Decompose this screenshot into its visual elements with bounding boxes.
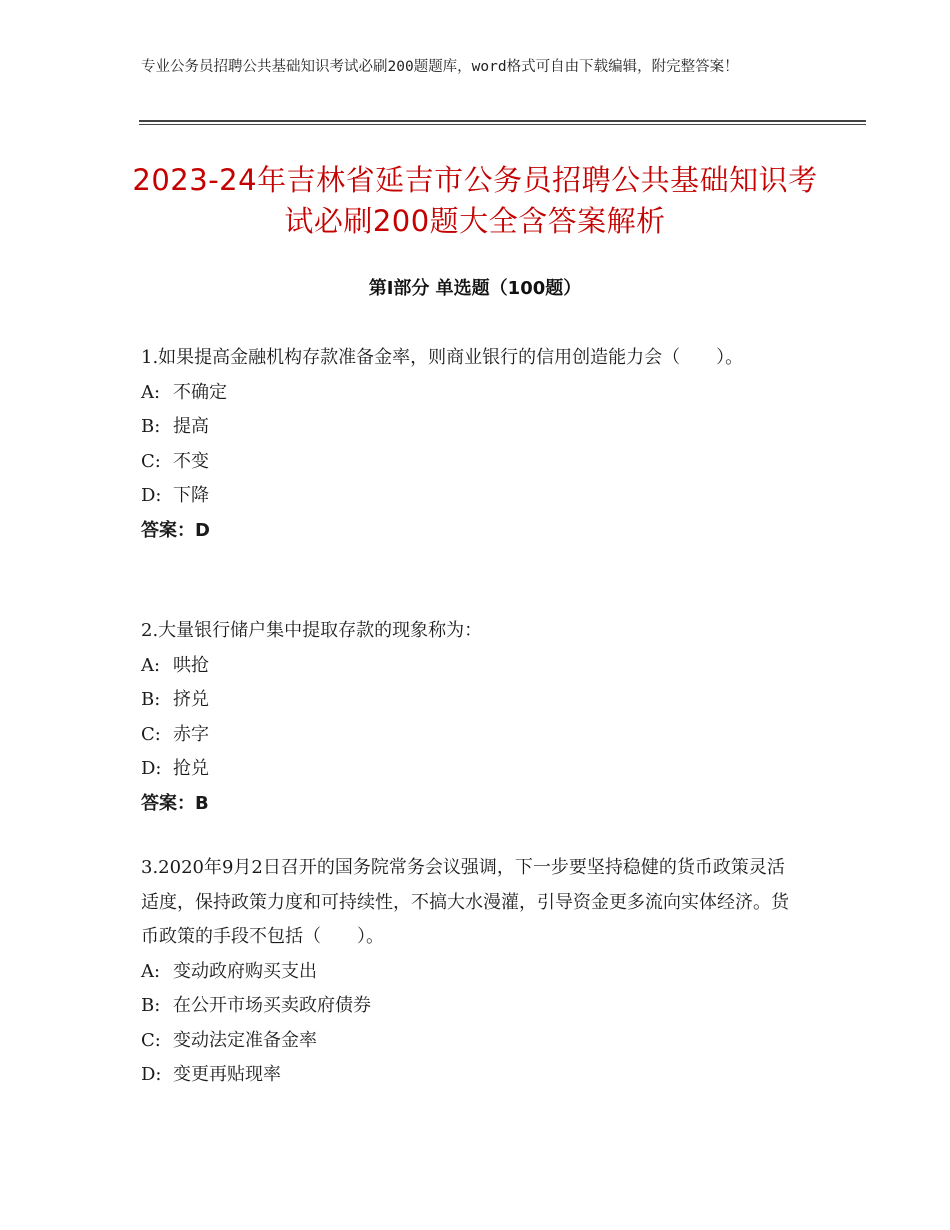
option-a <box>141 649 801 684</box>
document-title: 2023-24年吉林省延吉市公务员招聘公共基础知识考试必刷200题大全含答案解析 <box>132 163 818 238</box>
option-key: B: <box>141 995 161 1016</box>
option-key: C: <box>141 723 161 745</box>
option-key: D: <box>141 485 162 506</box>
option-key: A: <box>141 381 161 403</box>
option-key: A: <box>141 654 161 676</box>
question-2 <box>141 614 801 821</box>
question-stem: 2.大量银行储户集中提取存款的现象称为： <box>141 620 483 641</box>
option-b <box>141 683 801 718</box>
option-key: B: <box>141 416 161 437</box>
question-3 <box>141 851 801 1093</box>
option-d <box>141 752 801 787</box>
option-text: 挤兑 <box>173 689 209 710</box>
option-text: 下降 <box>173 485 209 506</box>
option-d <box>141 479 801 514</box>
option-c <box>141 718 801 753</box>
answer: 答案：B <box>141 792 209 814</box>
option-key: A: <box>141 960 161 982</box>
option-key: C: <box>141 450 161 472</box>
header-divider <box>139 120 866 122</box>
option-b <box>141 410 801 445</box>
option-a <box>141 955 801 990</box>
option-text: 在公开市场买卖政府债券 <box>173 995 371 1016</box>
option-key: D: <box>141 1064 162 1085</box>
option-text: 变更再贴现率 <box>173 1064 281 1085</box>
option-text: 提高 <box>173 416 209 437</box>
answer: 答案：D <box>141 519 210 541</box>
option-text: 抢兑 <box>173 758 209 779</box>
option-text: 不变 <box>173 450 209 472</box>
option-text: 变动政府购买支出 <box>173 960 317 982</box>
option-key: B: <box>141 689 161 710</box>
header-note: 专业公务员招聘公共基础知识考试必刷200题题库，word格式可自由下载编辑，附完整答案！ <box>141 59 739 75</box>
option-a <box>141 376 801 411</box>
option-key: C: <box>141 1029 161 1051</box>
option-b <box>141 989 801 1024</box>
option-text: 变动法定准备金率 <box>173 1029 317 1051</box>
option-key: D: <box>141 758 162 779</box>
option-text: 哄抢 <box>173 654 209 676</box>
question-1 <box>141 341 801 548</box>
option-d <box>141 1058 801 1093</box>
question-stem: 1.如果提高金融机构存款准备金率，则商业银行的信用创造能力会（ ）。 <box>141 347 744 368</box>
option-c <box>141 445 801 480</box>
option-text: 赤字 <box>173 723 209 745</box>
section-title: 第Ⅰ部分 单选题（100题） <box>368 278 582 299</box>
question-stem: 3.2020年9月2日召开的国务院常务会议强调，下一步要坚持稳健的货币政策灵活适度，保持政策力度和可持续性，不搞大水漫灌，引导资金更多流向实体经济。货币政策的手段不包括（ ）。 <box>141 857 789 947</box>
header-divider-thin <box>139 124 866 125</box>
option-c <box>141 1024 801 1059</box>
option-text: 不确定 <box>173 381 227 403</box>
